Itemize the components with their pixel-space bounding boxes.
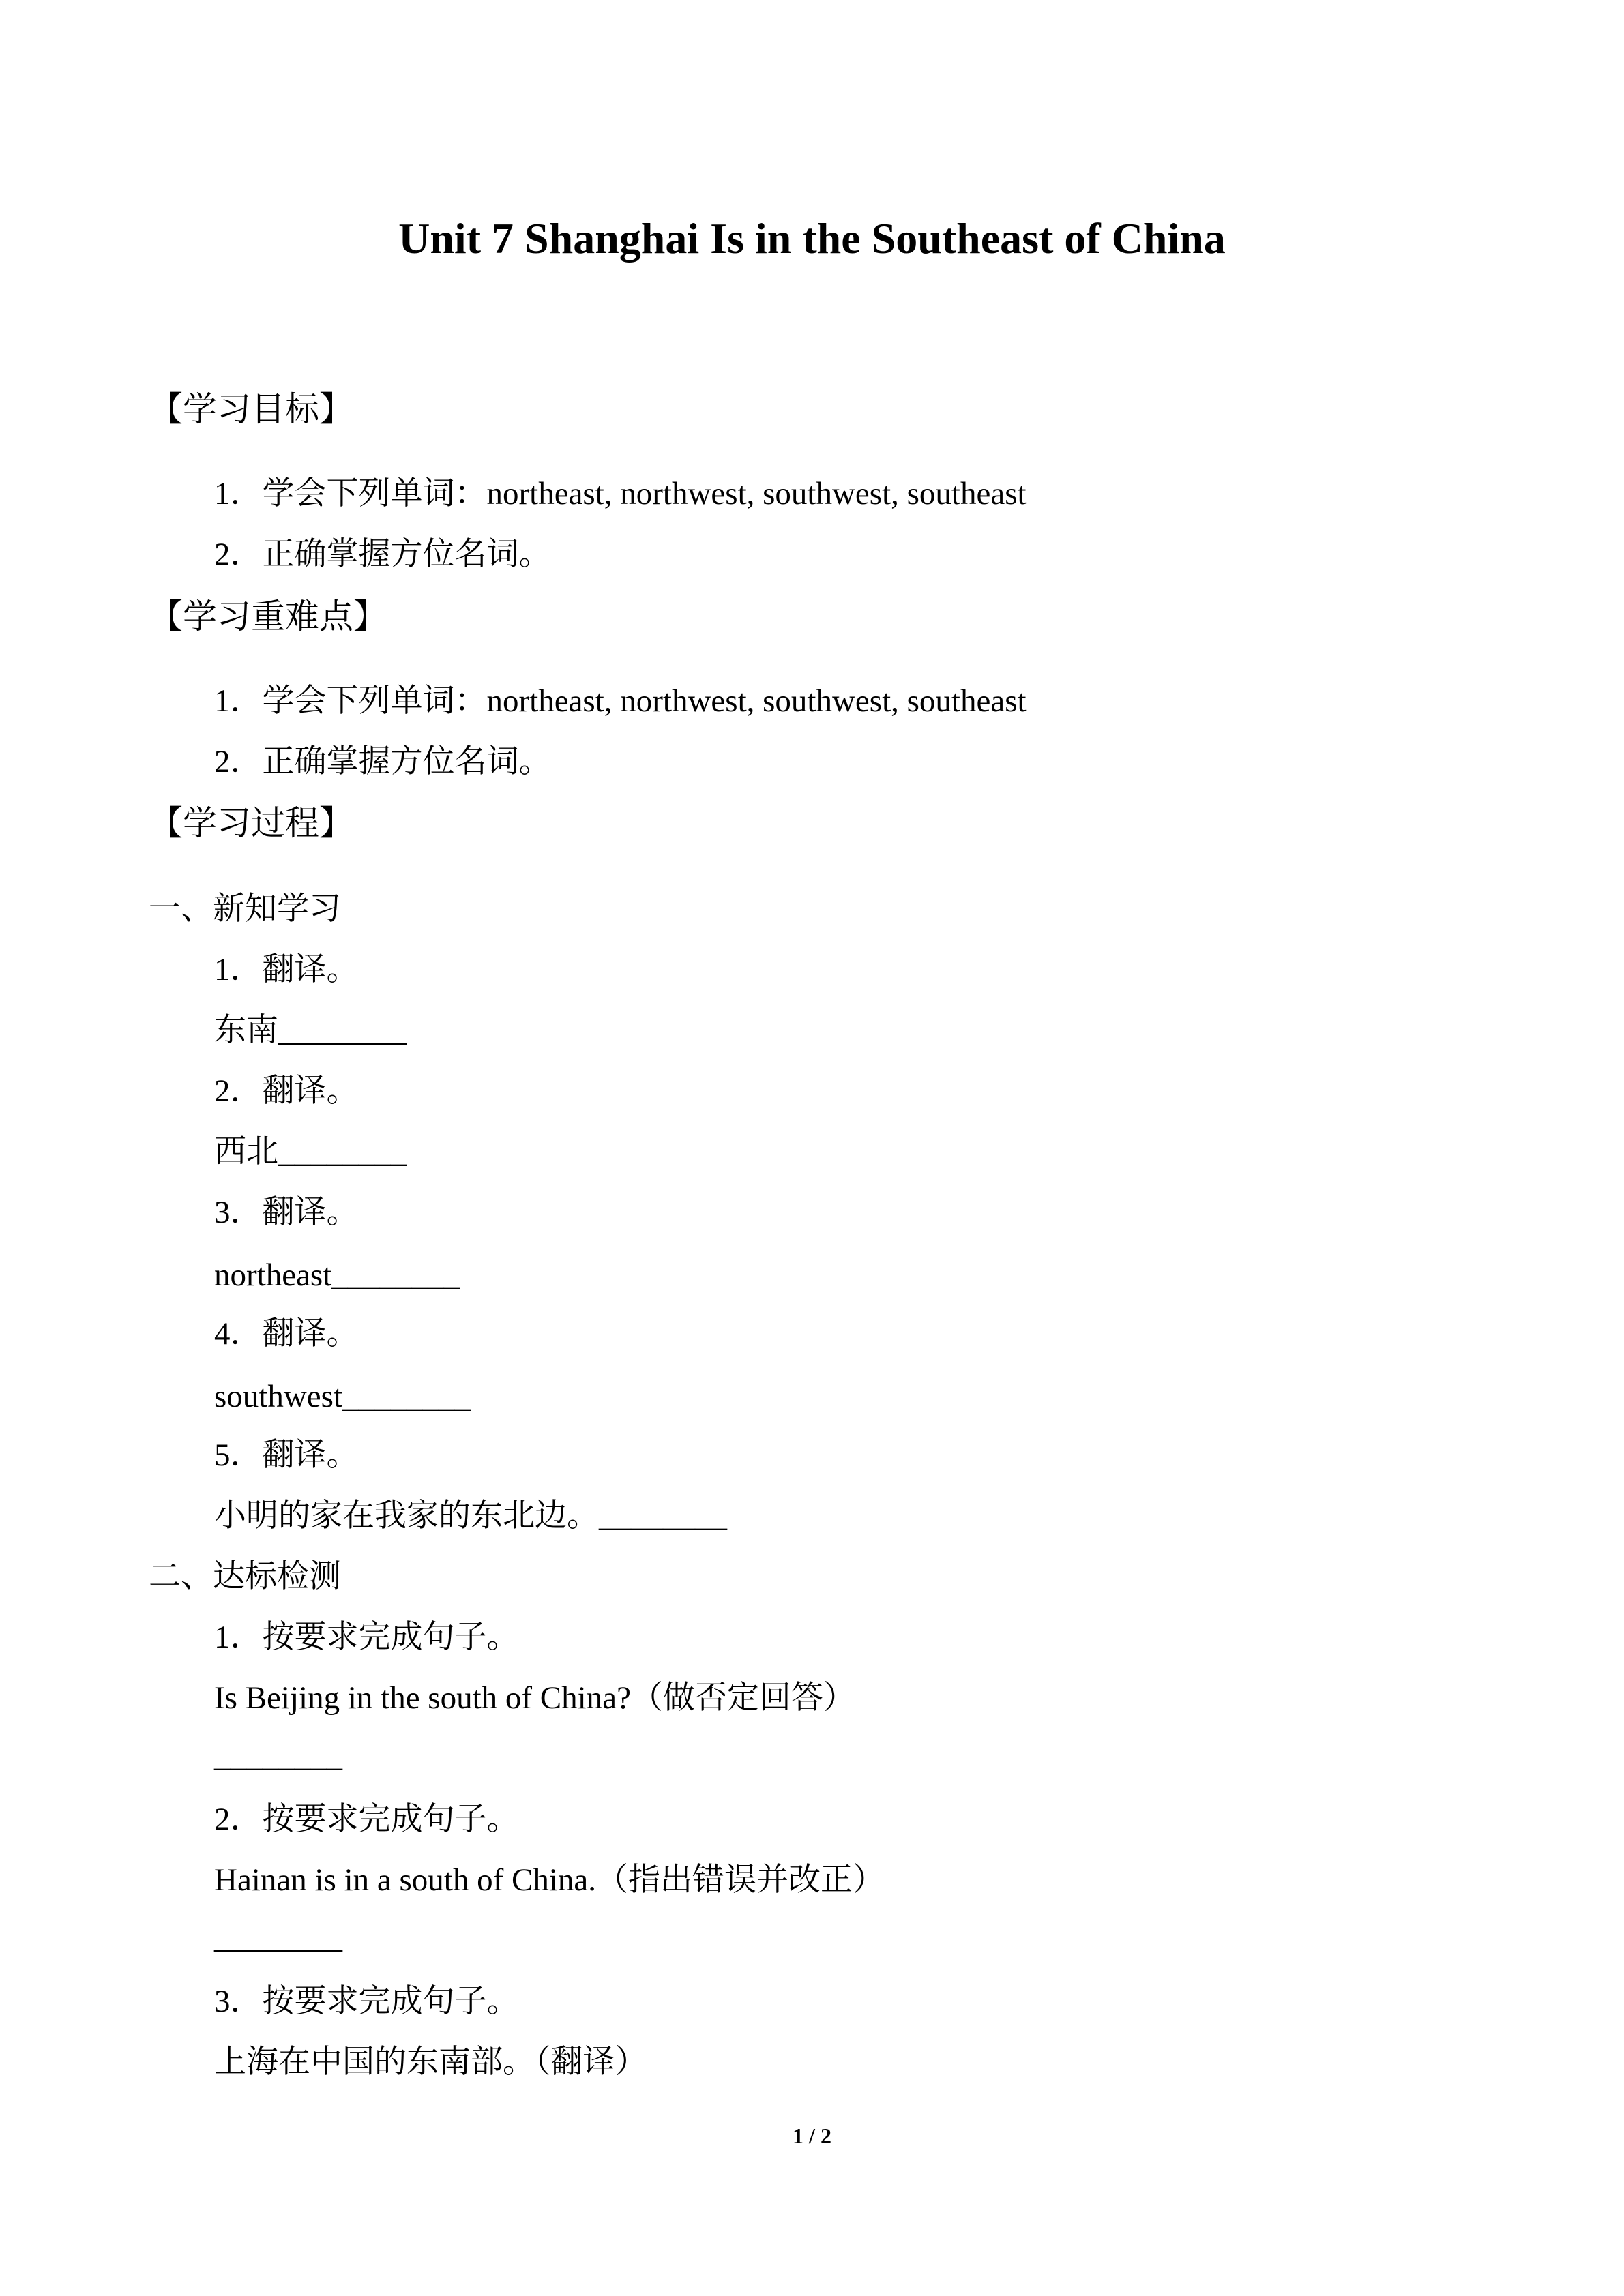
- part2-q1-blank: ________: [214, 1738, 342, 1774]
- document-title: Unit 7 Shanghai Is in the Southeast of China: [398, 214, 1226, 263]
- part1-q1-text: 东南________: [214, 1013, 407, 1048]
- part2-q3-label: 3．按要求完成句子。: [214, 1984, 519, 2019]
- part2-title: 二、达标检测: [149, 1559, 341, 1594]
- key-point-item-1: 1．学会下列单词：northeast, northwest, southwest, southeast: [214, 683, 1027, 719]
- part2-q1-label: 1．按要求完成句子。: [214, 1620, 519, 1655]
- part1-q3-label: 3．翻译。: [214, 1195, 359, 1230]
- key-point-item-2: 2．正确掌握方位名词。: [214, 744, 551, 779]
- section-heading-key-points: 【学习重难点】: [149, 597, 387, 636]
- part1-q4-text: southwest________: [214, 1379, 471, 1414]
- part1-q5-label: 5．翻译。: [214, 1437, 359, 1473]
- part2-q2-label: 2．按要求完成句子。: [214, 1802, 519, 1837]
- section-heading-process: 【学习过程】: [149, 803, 353, 843]
- part1-q4-label: 4．翻译。: [214, 1316, 359, 1352]
- part1-q2-label: 2．翻译。: [214, 1073, 359, 1109]
- part2-q2-blank: ________: [214, 1920, 342, 1955]
- part1-q2-text: 西北________: [214, 1134, 407, 1169]
- part1-q1-label: 1．翻译。: [214, 952, 359, 987]
- part2-q2-text: Hainan is in a south of China.（指出错误并改正）: [214, 1862, 885, 1898]
- part1-q5-text: 小明的家在我家的东北边。________: [214, 1498, 727, 1534]
- part1-title: 一、新知学习: [149, 891, 341, 927]
- part2-q3-text: 上海在中国的东南部。（翻译）: [214, 2044, 647, 2080]
- page-number: 1 / 2: [793, 2123, 831, 2148]
- section-heading-objectives: 【学习目标】: [149, 389, 353, 429]
- objective-item-2: 2．正确掌握方位名词。: [214, 537, 551, 572]
- part2-q1-text: Is Beijing in the south of China?（做否定回答）: [214, 1680, 855, 1716]
- part1-q3-text: northeast________: [214, 1257, 460, 1293]
- objective-item-1: 1．学会下列单词：northeast, northwest, southwest, southeast: [214, 476, 1027, 511]
